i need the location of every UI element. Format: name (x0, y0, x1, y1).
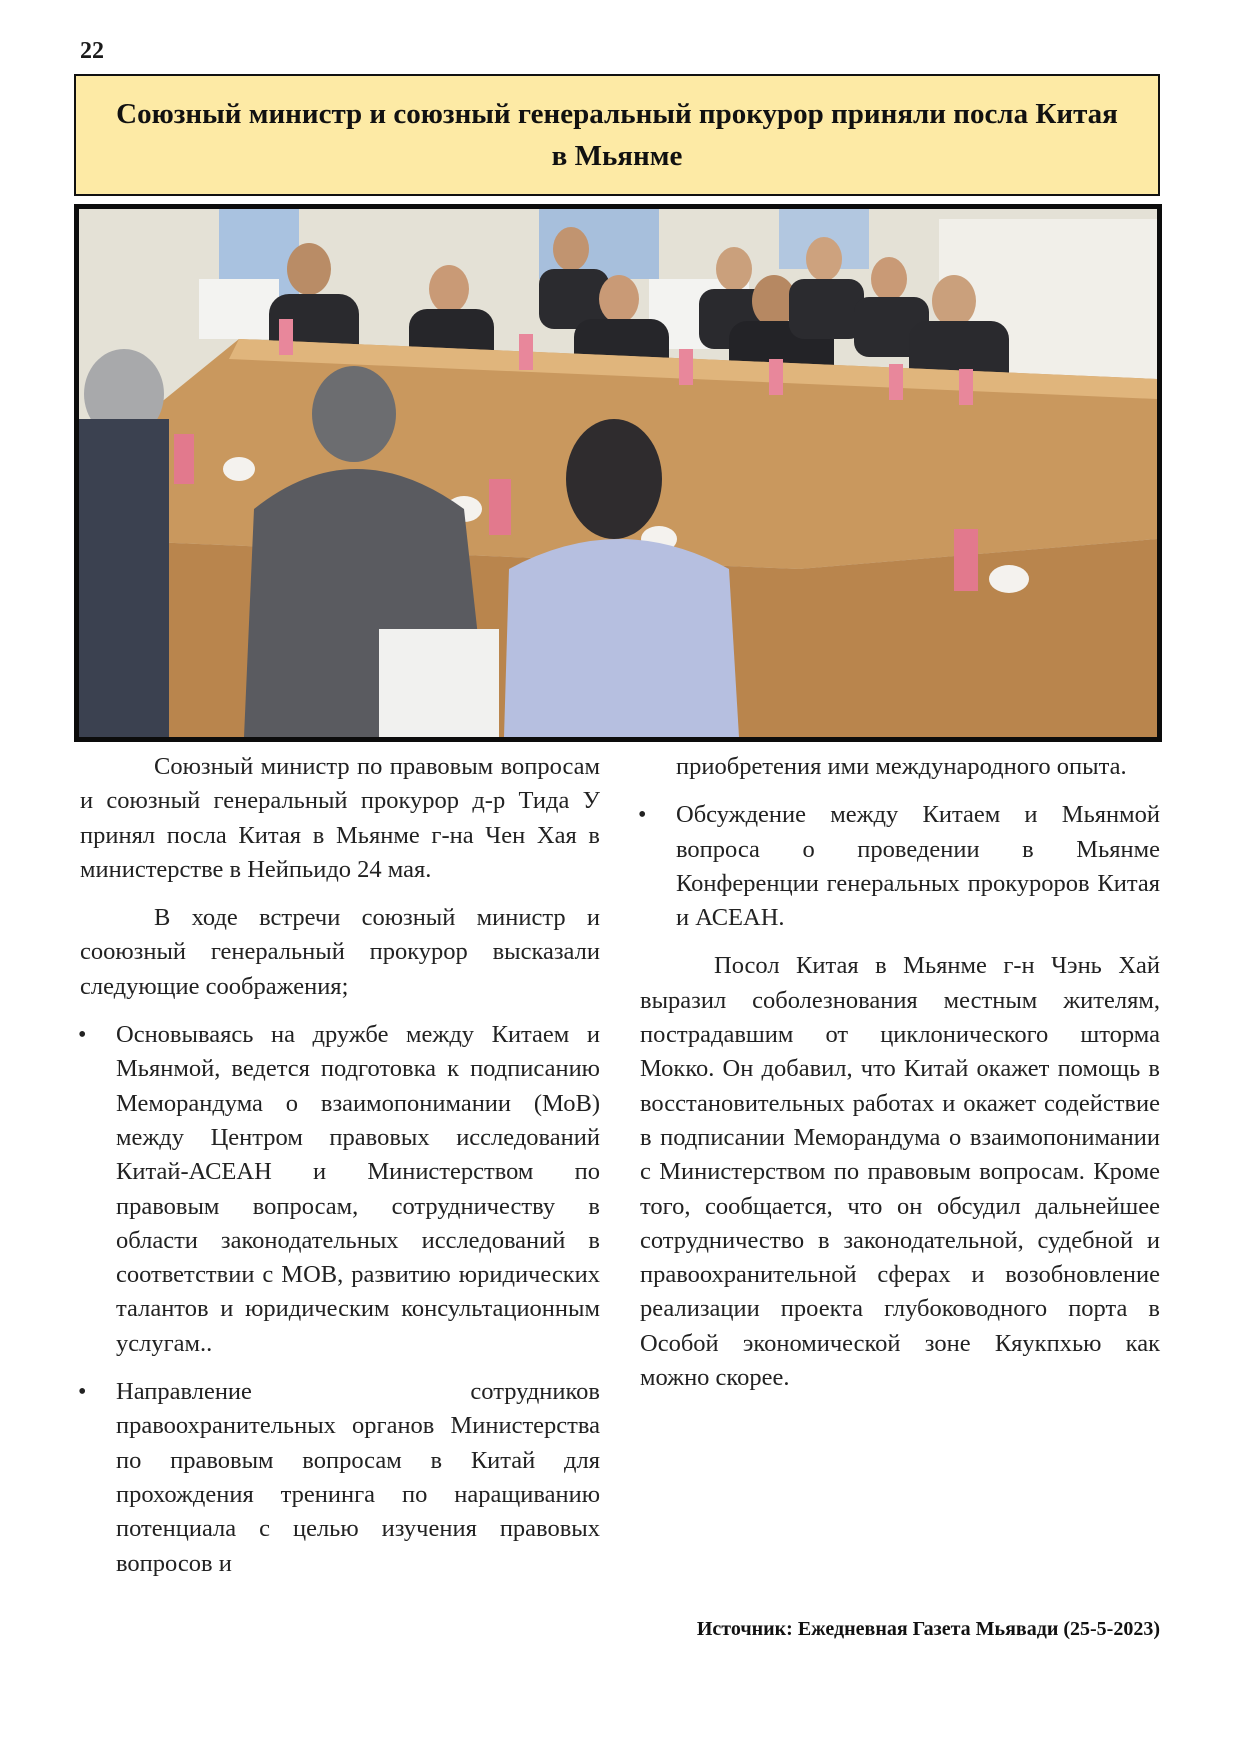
article-column-left (80, 750, 600, 1595)
bullet-list (80, 1018, 600, 1581)
meeting-photo (74, 204, 1162, 742)
meeting-photo-illustration (79, 209, 1157, 737)
page-number: 22 (80, 38, 104, 64)
title-box (74, 74, 1160, 196)
article-paragraph: В ходе встречи союзный министр и сооюзный генеральный прокурор высказали следующие соображения; (80, 904, 600, 1000)
bullet-item: • Направление сотрудников правоохранительных органов Министерства по правовым вопросам в Китай для прохождения тренинга по наращиванию потенциала с целью изучения правовых вопросов и (116, 1375, 600, 1581)
bullet-item: • Обсуждение между Китаем и Мьянмой вопроса о проведении в Мьянме Конференции генеральных прокуроров Китая и АСЕАН. (676, 798, 1160, 935)
bullet-item-continuation: приобретения ими международного опыта. (676, 753, 1127, 780)
bullet-item: • Основываясь на дружбе между Китаем и Мьянмой, ведется подготовка к подписанию Меморандума о взаимопонимании (МоВ) между Центром правовых исследований Китай-АСЕАН и Министерством по правовым вопросам, сотрудничеству в области законодательных исследований в соответствии с МОВ, развитию юридических талантов и юридическим консультационным услугам.. (116, 1018, 600, 1361)
article-paragraph: Посол Китая в Мьянме г-н Чэнь Хай выразил соболезнования местным жителям, пострадавшим от циклонического шторма Мокко. Он добавил, что Китай окажет помощь в восстановительных работах и окажет содействие в подписании Меморандума о взаимопонимании с Министерством по правовым вопросам. Кроме того, сообщается, что он обсудил дальнейшее сотрудничество в законодательной, судебной и правоохранительной сферах и возобновление реализации проекта глубоководного порта в Особой экономической зоне Кяукпхью как можно скорее. (640, 952, 1160, 1392)
article-column-right (640, 750, 1160, 1409)
article-paragraph: Союзный министр по правовым вопросам и союзный генеральный прокурор д-р Тида У принял посла Китая в Мьянме г-на Чен Хая в министерстве в Нейпьидо 24 мая. (80, 753, 600, 883)
bullet-list (640, 798, 1160, 935)
source-credit: Источник: Ежедневная Газета Мьявади (25-5-2023) (696, 1618, 1160, 1640)
article-title: Союзный министр и союзный генеральный прокурор приняли посла Китая в Мьянме (116, 98, 1118, 172)
